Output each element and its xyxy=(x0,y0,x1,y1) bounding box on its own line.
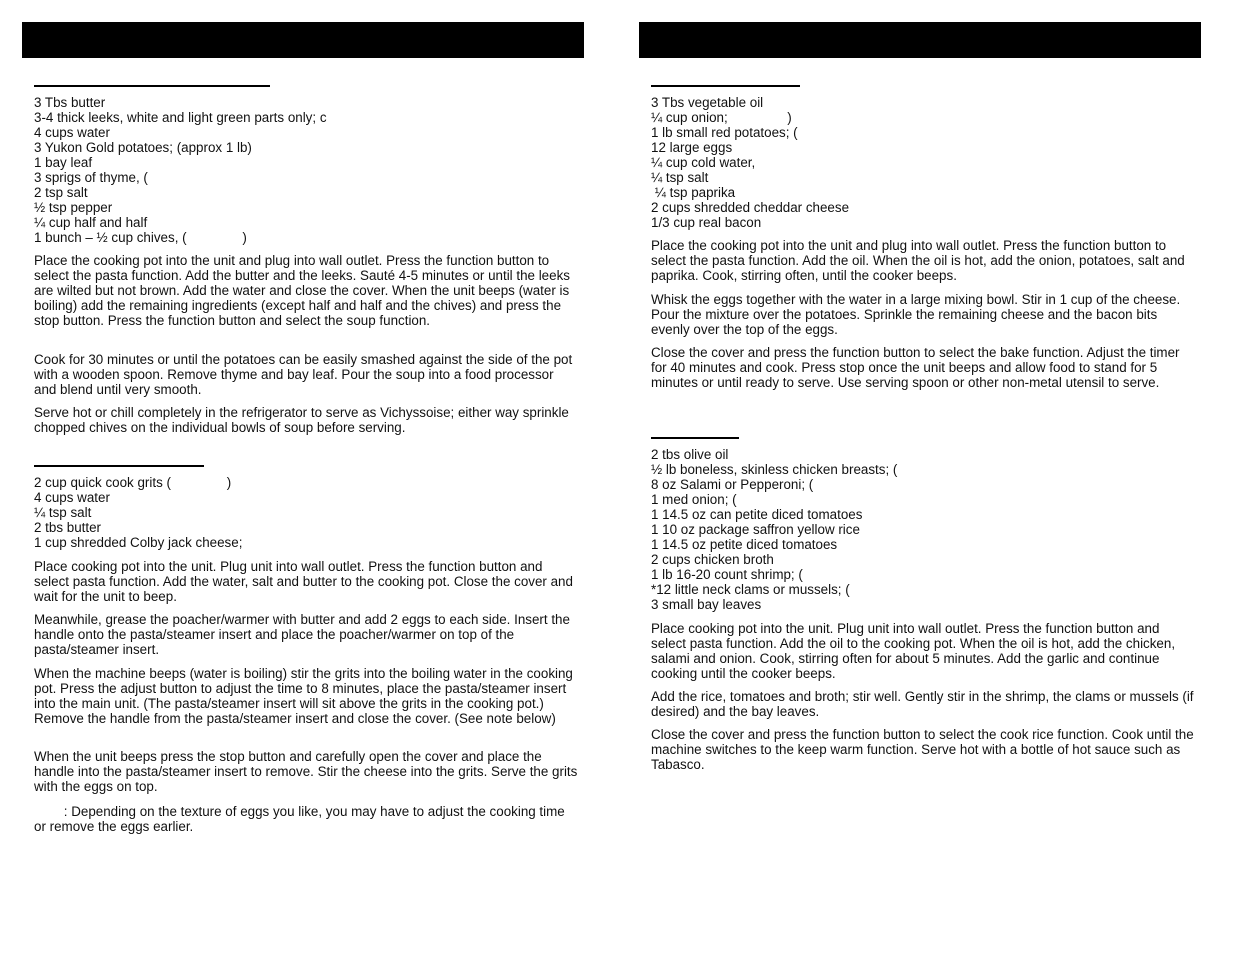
potatoes-ingredients xyxy=(651,95,1196,230)
ingredient: 4 cups water xyxy=(34,490,110,505)
ingredient: ¼ tsp salt xyxy=(34,505,92,520)
left-header-bar xyxy=(22,22,584,58)
ingredient: ¼ cup onion; ) xyxy=(651,110,792,125)
ingredient: 1 lb 16-20 count shrimp; ( xyxy=(651,567,803,582)
ingredient: 3 Tbs vegetable oil xyxy=(651,95,764,110)
ingredient: 1 lb small red potatoes; ( xyxy=(651,125,798,140)
ingredient: 3 sprigs of thyme, ( xyxy=(34,170,148,185)
instruction-paragraph: Meanwhile, grease the poacher/warmer with butter and add 2 eggs to each side. Insert the handle onto the pasta/steamer insert and place the poacher/warmer on top of the pasta/steamer insert. xyxy=(34,612,570,657)
soup-ingredients xyxy=(34,95,579,245)
ingredient: 1 bay leaf xyxy=(34,155,93,170)
ingredient: ½ tsp pepper xyxy=(34,200,113,215)
instruction-paragraph: Serve hot or chill completely in the refrigerator to serve as Vichyssoise; either way sprinkle chopped chives on the individual bowls of soup before serving. xyxy=(34,405,569,435)
ingredient: 2 tsp salt xyxy=(34,185,88,200)
ingredient: ¼ cup cold water, xyxy=(651,155,756,170)
ingredient: 1 cup shredded Colby jack cheese; xyxy=(34,535,243,550)
ingredient: 1 14.5 oz can petite diced tomatoes xyxy=(651,507,863,522)
ingredient: ¼ cup half and half xyxy=(34,215,148,230)
ingredient: ¼ tsp salt xyxy=(651,170,709,185)
ingredient: 12 large eggs xyxy=(651,140,733,155)
ingredient: 2 tbs olive oil xyxy=(651,447,729,462)
recipe-title-rule xyxy=(34,85,270,87)
ingredient: 8 oz Salami or Pepperoni; ( xyxy=(651,477,814,492)
recipe-title-rule xyxy=(651,437,739,439)
jambalaya-ingredients xyxy=(651,447,1196,612)
instruction-paragraph: When the machine beeps (water is boiling) stir the grits into the boiling water in the cooking pot. Press the adjust button to adjust the time to 8 minutes, place the pasta/steamer insert into the main unit. (The pasta/steamer insert will sit above the grits in the cooking pot.) Remove the handle from the pasta/steamer insert and close the cover. (See note below) xyxy=(34,666,573,726)
ingredient: 2 cups chicken broth xyxy=(651,552,774,567)
note-paragraph: : Depending on the texture of eggs you like, you may have to adjust the cooking time or remove the eggs earlier. xyxy=(34,804,569,834)
recipe-title-rule xyxy=(651,85,800,87)
ingredient: 1 14.5 oz petite diced tomatoes xyxy=(651,537,838,552)
ingredient: 3 Yukon Gold potatoes; (approx 1 lb) xyxy=(34,140,252,155)
ingredient: ¼ tsp paprika xyxy=(651,185,736,200)
instruction-paragraph: Cook for 30 minutes or until the potatoes can be easily smashed against the side of the pot with a wooden spoon. Remove thyme and bay leaf. Pour the soup into a food processor and blend until very smooth. xyxy=(34,352,573,397)
right-header-bar xyxy=(639,22,1201,58)
ingredient: *12 little neck clams or mussels; ( xyxy=(651,582,850,597)
ingredient: 2 cup quick cook grits ( ) xyxy=(34,475,232,490)
ingredient: 3-4 thick leeks, white and light green parts only; c xyxy=(34,110,327,125)
instruction-paragraph: Whisk the eggs together with the water in a large mixing bowl. Stir in 1 cup of the cheese. Pour the mixture over the potatoes. Sprinkle the remaining cheese and the bacon bits evenly over the top of the eggs. xyxy=(651,292,1181,337)
ingredient: 2 cups shredded cheddar cheese xyxy=(651,200,850,215)
ingredient: ½ lb boneless, skinless chicken breasts; ( xyxy=(651,462,898,477)
instruction-paragraph: Place the cooking pot into the unit and plug into wall outlet. Press the function button to select the pasta function. Add the butter and the leeks. Sauté 4-5 minutes or until the leeks are wilted but not brown. Add the water and close the cover. When the unit beeps (water is boiling) add the remaining ingredients (except half and half and the chives) and press the stop button. Press the function button and select the soup function. xyxy=(34,253,570,328)
ingredient: 1 med onion; ( xyxy=(651,492,737,507)
instruction-paragraph: Place cooking pot into the unit. Plug unit into wall outlet. Press the function button and select pasta function. Add the oil to the cooking pot. When the oil is hot, add the chicken, salami and onion. Cook, stirring often for about 5 minutes. Add the garlic and continue cooking until the cooker beeps. xyxy=(651,621,1176,681)
instruction-paragraph: Place cooking pot into the unit. Plug unit into wall outlet. Press the function button and select pasta function. Add the water, salt and butter to the cooking pot. Close the cover and wait for the unit to beep. xyxy=(34,559,573,604)
ingredient: 1 bunch – ½ cup chives, ( ) xyxy=(34,230,247,245)
ingredient: 3 Tbs butter xyxy=(34,95,106,110)
instruction-paragraph: When the unit beeps press the stop button and carefully open the cover and place the handle into the pasta/steamer insert to remove. Stir the cheese into the grits. Serve the grits with the eggs on top. xyxy=(34,749,578,794)
ingredient: 1/3 cup real bacon xyxy=(651,215,762,230)
instruction-paragraph: Close the cover and press the function button to select the cook rice function. Cook until the machine switches to the keep warm function. Serve hot with a bottle of hot sauce such as Tabasco. xyxy=(651,727,1194,772)
grits-ingredients xyxy=(34,475,579,550)
ingredient: 2 tbs butter xyxy=(34,520,101,535)
ingredient: 1 10 oz package saffron yellow rice xyxy=(651,522,860,537)
ingredient: 4 cups water xyxy=(34,125,110,140)
recipe-title-rule xyxy=(34,465,204,467)
instruction-paragraph: Add the rice, tomatoes and broth; stir well. Gently stir in the shrimp, the clams or mussels (if desired) and the bay leaves. xyxy=(651,689,1194,719)
instruction-paragraph: Place the cooking pot into the unit and plug into wall outlet. Press the function button to select the pasta function. Add the oil. When the oil is hot, add the onion, potatoes, salt and paprika. Cook, stirring often, until the cooker beeps. xyxy=(651,238,1185,283)
ingredient: 3 small bay leaves xyxy=(651,597,762,612)
instruction-paragraph: Close the cover and press the function button to select the bake function. Adjust the timer for 40 minutes and cook. Press stop once the unit beeps and allow food to stand for 5 minutes or until ready to serve. Use serving spoon or other non-metal utensil to serve. xyxy=(651,345,1180,390)
